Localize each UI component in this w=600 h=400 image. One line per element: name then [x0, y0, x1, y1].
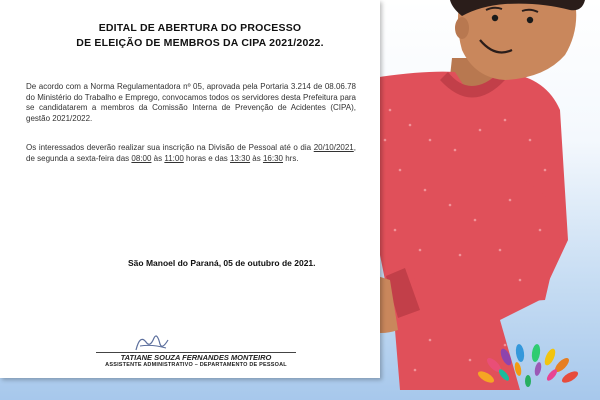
- signature-block: [96, 332, 296, 372]
- eye-left: [492, 15, 498, 21]
- signatory-role: ASSISTENTE ADMINISTRATIVO – DEPARTAMENTO DE PESSOAL: [105, 362, 287, 368]
- registration-text-3: às: [151, 153, 165, 163]
- ear-shape: [455, 17, 469, 39]
- registration-text-6: hrs.: [283, 153, 299, 163]
- registration-time-2: 11:00: [164, 153, 184, 163]
- document-title-line1: EDITAL DE ABERTURA DO PROCESSO: [98, 22, 302, 34]
- eye-right: [527, 17, 533, 23]
- registration-text-1: Os interessados deverão realizar sua inscrição na Divisão de Pessoal até o dia: [26, 143, 314, 152]
- signatory-name: TATIANE SOUZA FERNANDES MONTEIRO: [120, 353, 272, 362]
- registration-text-5: às: [250, 153, 263, 163]
- head-shape: [458, 0, 576, 80]
- place-and-date: São Manoel do Paraná, 05 de outubro de 2021.: [128, 258, 316, 268]
- paragraph-convocation: De acordo com a Norma Regulamentadora nº 05, aprovada pela Portaria 3.214 de 08.06.78 do Ministério do Trabalho e Emprego, convocamos todos os servidores desta Prefeitura para se candidatarem a membros da Comissão Interna de Prevenção de Acidentes (CIPA), gestão 2021/2022.: [26, 82, 356, 123]
- registration-deadline: 20/10/2021: [313, 143, 354, 152]
- registration-time-4: 16:30: [262, 153, 283, 163]
- paragraph-registration: [26, 143, 356, 164]
- document-title-line2: DE ELEIÇÃO DE MEMBROS DA CIPA 2021/2022.: [76, 37, 324, 49]
- registration-text-2: , de segunda a sexta-feira das: [26, 143, 356, 163]
- registration-time-1: 08:00: [131, 153, 152, 163]
- handwritten-signature: [132, 332, 172, 354]
- registration-text-4: horas e das: [183, 153, 231, 163]
- registration-time-3: 13:30: [230, 153, 251, 163]
